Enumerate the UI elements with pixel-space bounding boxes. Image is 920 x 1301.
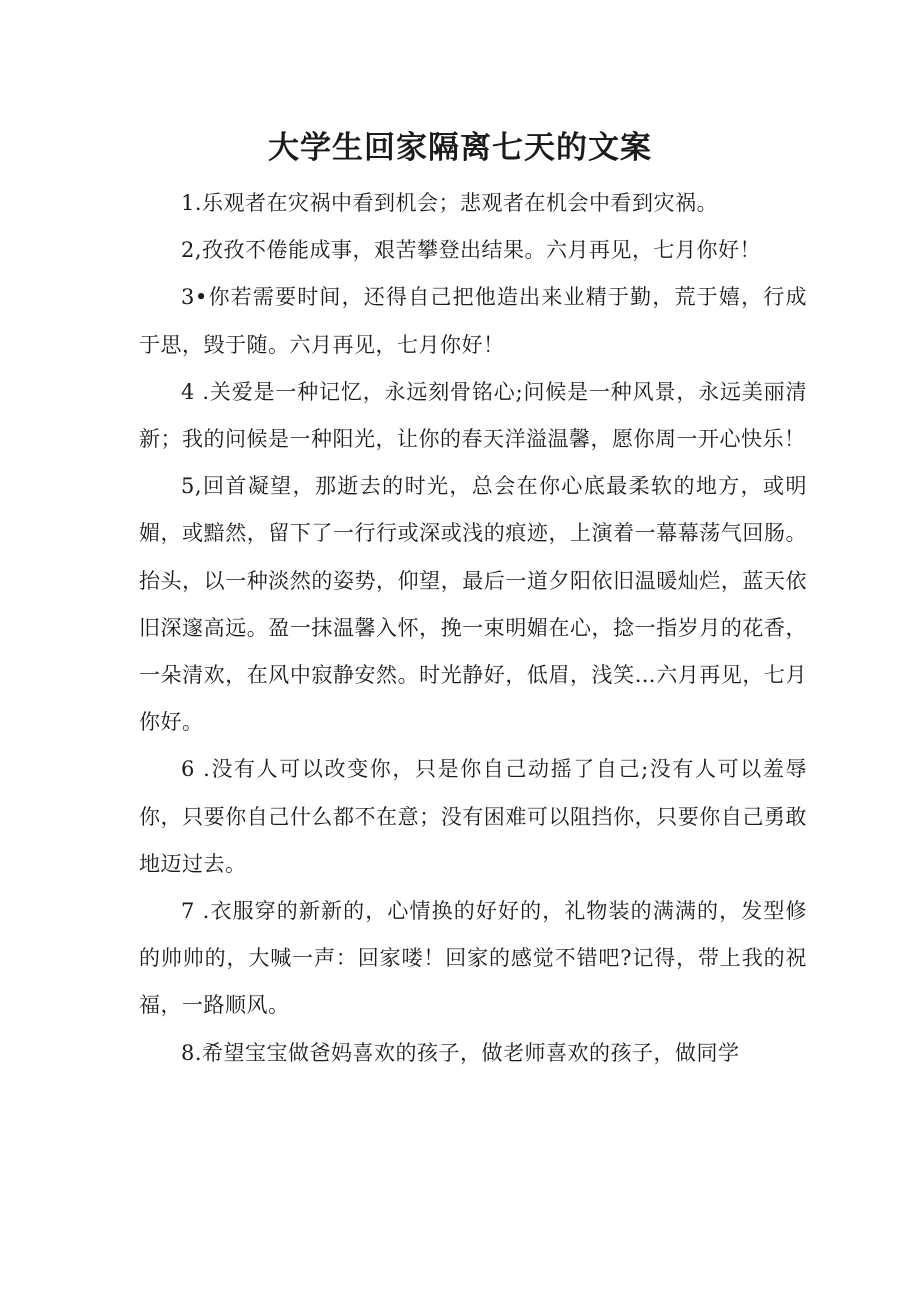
page-title: 大学生回家隔离七天的文案 <box>268 130 652 166</box>
paragraph-1: 1.乐观者在灾祸中看到机会；悲观者在机会中看到灾祸。 <box>181 191 719 215</box>
paragraph-4: 4 .关爱是一种记忆，永远刻骨铭心;问候是一种风景，永远美丽清新；我的问候是一种阳光，让你的春天洋溢温馨，愿你周一开心快乐！ <box>139 379 807 452</box>
paragraph-6: 6 .没有人可以改变你，只是你自己动摇了自己;没有人可以羞辱你，只要你自己什么都不在意；没有困难可以阻挡你，只要你自己勇敢地迈过去。 <box>139 757 807 876</box>
paragraph-7: 7 .衣服穿的新新的，心情换的好好的，礼物装的满满的，发型修的帅帅的，大喊一声：回家喽！回家的感觉不错吧?记得，带上我的祝福，一路顺风。 <box>139 899 807 1018</box>
paragraph-3: 3•你若需要时间，还得自己把他造出来业精于勤，荒于嬉，行成于思，毁于随。六月再见，七月你好！ <box>139 285 807 357</box>
paragraph-2: 2,孜孜不倦能成事，艰苦攀登出结果。六月再见，七月你好！ <box>181 238 762 263</box>
document-body <box>139 180 807 1077</box>
paragraph-8: 8.希望宝宝做爸妈喜欢的孩子，做老师喜欢的孩子，做同学 <box>181 1040 740 1065</box>
paragraph-5: 5,回首凝望，那逝去的时光，总会在你心底最柔软的地方，或明媚，或黯然，留下了一行行或深或浅的痕迹，上演着一幕幕荡气回肠。抬头，以一种淡然的姿势，仰望，最后一道夕阳依旧温暖灿烂，蓝天依旧深邃高远。盈一抹温馨入怀，挽一束明媚在心，捻一指岁月的花香，一朵清欢，在风中寂静安然。时光静好，低眉，浅笑…六月再见，七月你好。 <box>139 474 807 735</box>
